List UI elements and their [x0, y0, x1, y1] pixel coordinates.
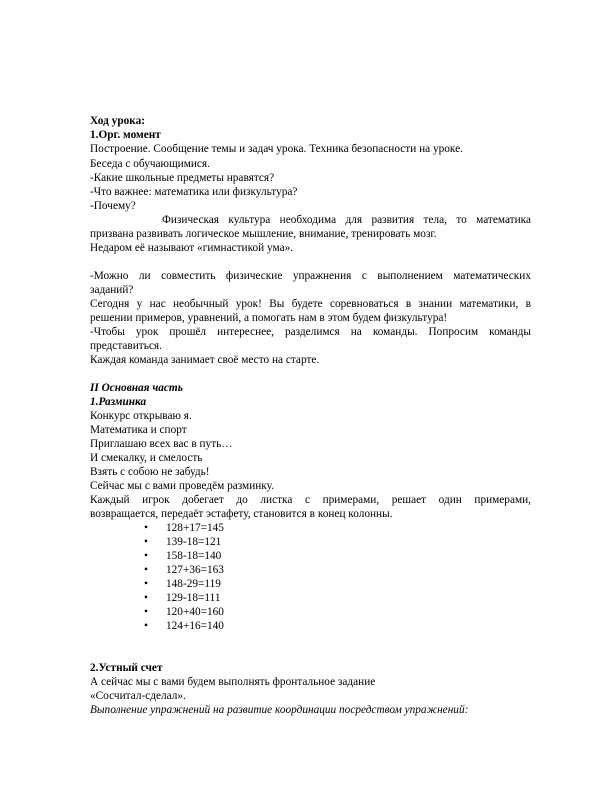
intro-line: Беседа с обучающимися. [90, 158, 210, 170]
equation-text: 120+40=160 [166, 606, 224, 618]
paragraph-line: Каждая команда занимает своё место на старте. [90, 354, 320, 366]
equation-item [144, 535, 221, 549]
equation-text: 129-18=111 [166, 592, 221, 604]
poem-line: Сейчас мы с вами проведём разминку. [90, 480, 274, 492]
bullet-icon: • [144, 564, 148, 576]
equation-text: 139-18=121 [166, 536, 222, 548]
poem-line: Конкурс открываю я. [90, 410, 192, 422]
bullet-icon: • [144, 536, 148, 548]
subsection-heading-oral: 2.Устный счет [90, 662, 163, 674]
poem-line: И смекалку, и смелость [90, 452, 203, 464]
equation-text: 148-29=119 [166, 578, 221, 590]
lesson-title: Ход урока: [90, 115, 146, 127]
paragraph-line: Каждый игрок добегает до листка с примерами, решает один примерами, [90, 494, 531, 506]
equation-item [144, 549, 221, 563]
paragraph-line: заданий? [90, 284, 134, 296]
paragraph-line: -Можно ли совместить физические упражнения с выполнением математических [90, 270, 531, 282]
paragraph-line: -Чтобы урок прошёл интереснее, разделимся на команды. Попросим команды [90, 326, 531, 338]
bullet-icon: • [144, 592, 148, 604]
section-heading-main: II Основная часть [90, 382, 183, 394]
paragraph-line: возвращается, передаёт эстафету, становится в конец колонны. [90, 508, 393, 520]
intro-line: -Какие школьные предметы нравятся? [90, 172, 275, 184]
equation-item [144, 605, 224, 619]
intro-line: Построение. Сообщение темы и задач урока. Техника безопасности на уроке. [90, 143, 463, 155]
equation-text: 127+36=163 [166, 564, 224, 576]
paragraph-line: Физическая культура необходима для развития тела, то математика [162, 214, 531, 226]
paragraph-line: «Сосчитал-сделал». [90, 690, 186, 702]
bullet-icon: • [144, 550, 148, 562]
equation-item [144, 563, 224, 577]
poem-line: Приглашаю всех вас в путь… [90, 438, 233, 450]
bullet-icon: • [144, 606, 148, 618]
bullet-icon: • [144, 620, 148, 632]
equation-item [144, 591, 220, 605]
equation-item [144, 521, 224, 535]
equation-item [144, 619, 224, 633]
paragraph-line: Выполнение упражнений на развитие координации посредством упражнений: [90, 704, 469, 716]
paragraph-line: Недаром её называют «гимнастикой ума». [90, 242, 294, 254]
paragraph-line: А сейчас мы с вами будем выполнять фронтальное задание [90, 676, 376, 688]
bullet-icon: • [144, 578, 148, 590]
poem-line: Взять с собою не забудь! [90, 466, 210, 478]
intro-line: -Что важнее: математика или физкультура? [90, 186, 298, 198]
section-heading-org: 1.Орг. момент [90, 129, 161, 141]
paragraph-line: представиться. [90, 340, 162, 352]
paragraph-line: Сегодня у нас необычный урок! Вы будете соревноваться в знании математики, в [90, 298, 531, 310]
equation-text: 128+17=145 [166, 522, 224, 534]
equation-item [144, 577, 221, 591]
poem-line: Математика и спорт [90, 424, 187, 436]
subsection-heading-warmup: 1.Разминка [90, 396, 147, 408]
equation-text: 124+16=140 [166, 620, 224, 632]
paragraph-line: решении примеров, уравнений, а помогать нам в этом будем физкультура! [90, 312, 448, 324]
bullet-icon: • [144, 522, 148, 534]
equation-text: 158-18=140 [166, 550, 222, 562]
paragraph-line: призвана развивать логическое мышление, внимание, тренировать мозг. [90, 228, 437, 240]
intro-line: -Почему? [90, 200, 136, 212]
